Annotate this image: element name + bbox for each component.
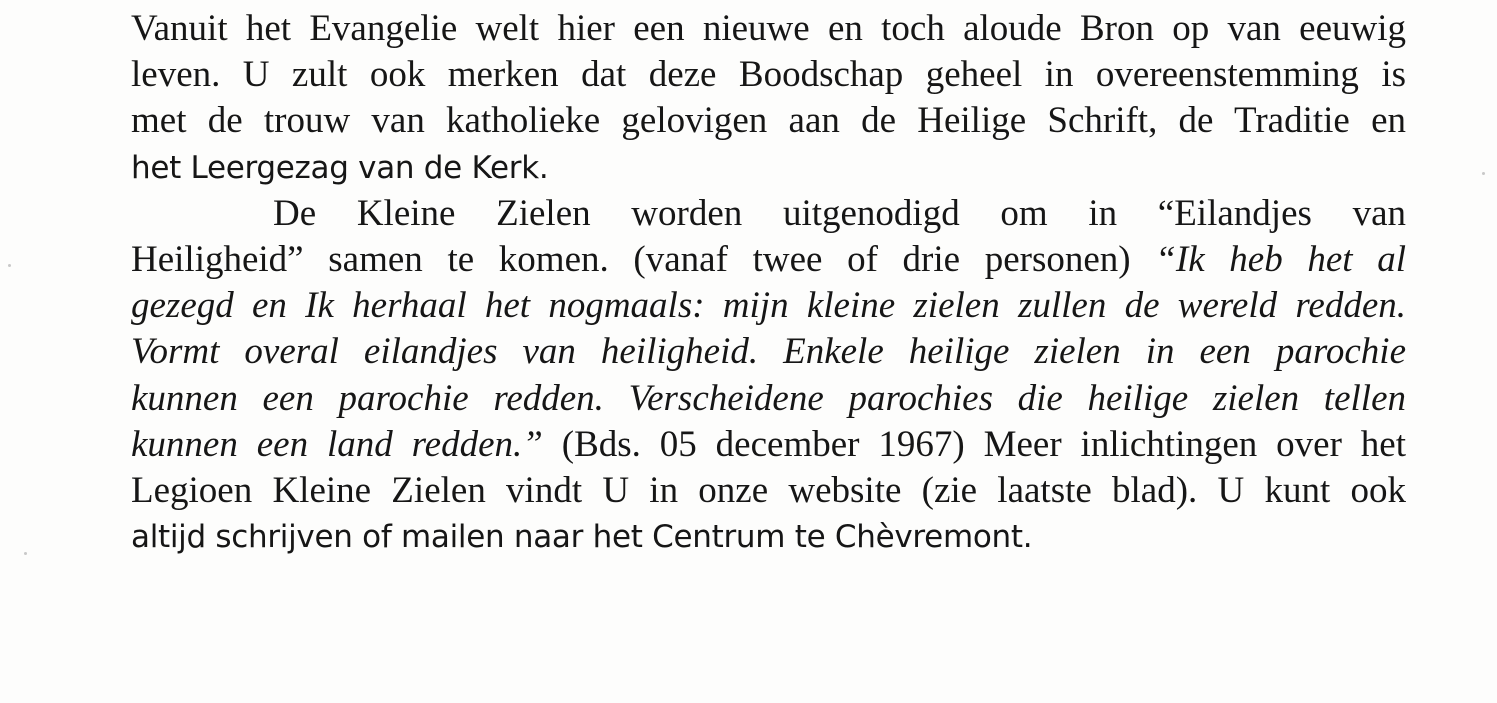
quote-segment: “Ik heb het al [1155,238,1406,280]
text-line: leven. U zult ook merken dat deze Boodschap geheel in overeenstemming is [131,54,1406,96]
text-segment: Heiligheid” samen te komen. (vanaf twee of drie personen) [131,238,1131,280]
text-line: Legioen Kleine Zielen vindt U in onze website (zie laatste blad). U kunt ook [131,469,1406,511]
scan-speck [1482,172,1485,175]
quote-segment: Vormt overal eilandjes van heiligheid. Enkele heilige zielen in een parochie [131,331,1406,373]
scan-speck [8,264,11,267]
text-line [131,283,1406,329]
text-line: met de trouw van katholieke gelovigen aan de Heilige Schrift, de Traditie en [131,100,1406,142]
quote-segment: gezegd en Ik herhaal het nogmaals: mijn kleine zielen zullen de wereld redden. [131,285,1406,327]
text-line: De Kleine Zielen worden uitgenodigd om in “Eilandjes van [273,192,1406,234]
scan-speck [24,552,27,555]
text-line: altijd schrijven of mailen naar het Centrum te Chèvremont. [131,519,1033,556]
quote-segment: kunnen een parochie redden. Verscheidene parochies die heilige zielen tellen [131,377,1406,419]
text-line: het Leergezag van de Kerk. [131,149,549,186]
text-line [131,376,1406,422]
body-text [131,6,1406,560]
paragraph-intro [131,6,1406,191]
quote-segment: kunnen een land redden.” [131,423,543,465]
citation-segment: (Bds. 05 december 1967) Meer inlichtingen over het [561,423,1406,465]
text-line [131,422,1406,468]
text-line [131,237,1406,283]
paragraph-little-souls [131,191,1406,561]
text-line [131,329,1406,375]
text-line: Vanuit het Evangelie welt hier een nieuwe en toch aloude Bron op van eeuwig [131,8,1406,49]
